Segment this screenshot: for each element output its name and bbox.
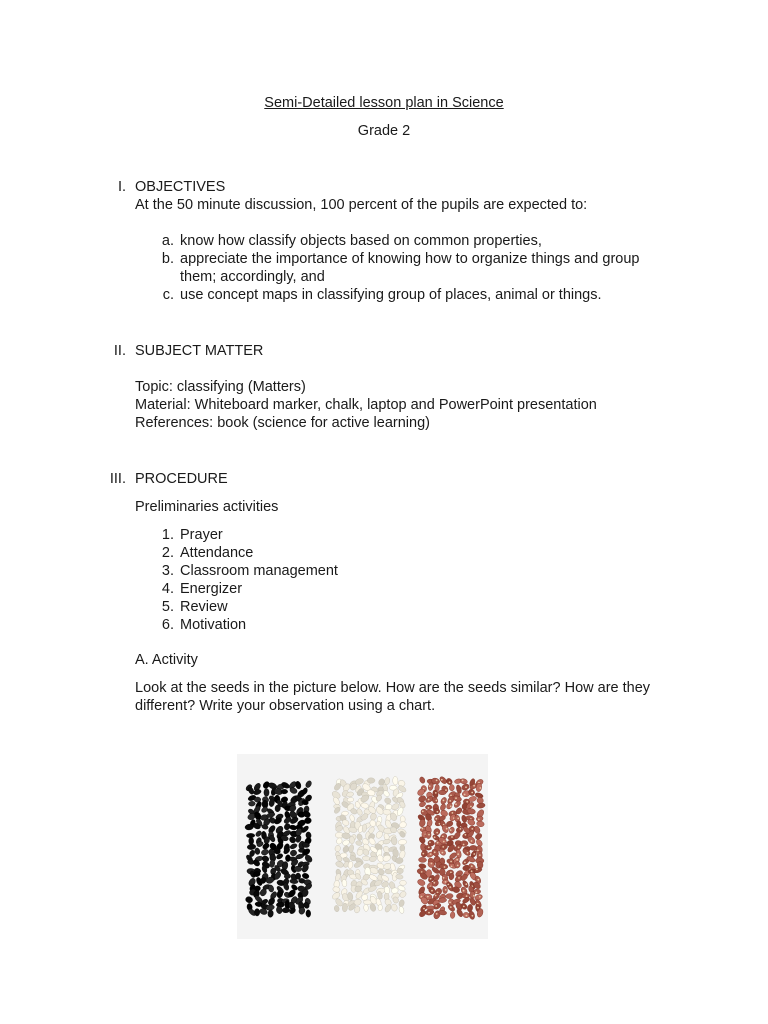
bean-speckle bbox=[437, 842, 439, 844]
bean-speckle bbox=[428, 834, 430, 836]
bean-speckle bbox=[450, 805, 452, 807]
black-beans-pile bbox=[245, 780, 314, 918]
step-marker: 5. bbox=[161, 599, 174, 615]
step-marker: 3. bbox=[161, 563, 174, 579]
grade-level: Grade 2 bbox=[357, 123, 411, 139]
bean-speckle bbox=[428, 912, 430, 914]
bean-speckle bbox=[467, 852, 469, 854]
bean-speckle bbox=[449, 781, 451, 783]
bean-speckle bbox=[431, 863, 433, 865]
bean-speckle bbox=[443, 800, 445, 802]
bean-speckle bbox=[449, 902, 451, 904]
bean bbox=[449, 784, 454, 791]
bean bbox=[393, 776, 398, 785]
step-item: Attendance bbox=[180, 545, 254, 561]
bean-speckle bbox=[478, 819, 480, 821]
bean-speckle bbox=[477, 850, 479, 852]
bean-speckle bbox=[441, 779, 443, 781]
bean-speckle bbox=[430, 878, 432, 880]
bean-speckle bbox=[423, 908, 425, 910]
bean-speckle bbox=[449, 800, 451, 802]
bean-speckle bbox=[471, 828, 473, 830]
bean-speckle bbox=[422, 853, 424, 855]
bean-speckle bbox=[470, 806, 472, 808]
bean-speckle bbox=[450, 829, 452, 831]
bean-speckle bbox=[428, 799, 430, 801]
bean bbox=[362, 856, 370, 861]
bean-speckle bbox=[463, 844, 465, 846]
bean bbox=[254, 909, 259, 916]
bean-speckle bbox=[422, 811, 424, 813]
bean-speckle bbox=[450, 861, 452, 863]
step-item: Motivation bbox=[180, 617, 247, 633]
bean-speckle bbox=[434, 836, 436, 838]
bean-speckle bbox=[442, 852, 444, 854]
objective-marker: a. bbox=[161, 233, 174, 249]
bean-speckle bbox=[462, 780, 464, 782]
objectives-heading: OBJECTIVES bbox=[135, 179, 226, 195]
seeds-photo bbox=[237, 754, 488, 939]
bean-speckle bbox=[466, 895, 468, 897]
bean-speckle bbox=[442, 846, 444, 848]
bean bbox=[306, 910, 311, 917]
bean-speckle bbox=[435, 818, 437, 820]
bean-speckle bbox=[436, 780, 438, 782]
bean bbox=[397, 868, 404, 874]
bean-speckle bbox=[451, 836, 453, 838]
bean-speckle bbox=[445, 881, 447, 883]
bean bbox=[450, 912, 455, 919]
topic-line: Topic: classifying (Matters) bbox=[135, 379, 306, 395]
bean-speckle bbox=[473, 895, 475, 897]
step-marker: 1. bbox=[161, 527, 174, 543]
bean bbox=[439, 864, 448, 870]
bean-speckle bbox=[449, 886, 451, 888]
bean-speckle bbox=[430, 853, 432, 855]
objective-item: use concept maps in classifying group of places, animal or things. bbox=[180, 287, 602, 303]
bean-speckle bbox=[457, 853, 459, 855]
step-marker: 2. bbox=[161, 545, 174, 561]
bean-speckle bbox=[465, 834, 467, 836]
bean-speckle bbox=[444, 866, 446, 868]
bean-speckle bbox=[443, 841, 445, 843]
bean-speckle bbox=[466, 915, 468, 917]
bean-speckle bbox=[451, 866, 453, 868]
bean bbox=[400, 880, 407, 885]
bean-speckle bbox=[428, 807, 430, 809]
activity-instructions-continuation: different? Write your observation using a chart. bbox=[135, 698, 436, 714]
bean-speckle bbox=[457, 818, 459, 820]
objective-item-continuation: them; accordingly, and bbox=[180, 269, 325, 285]
bean-speckle bbox=[476, 892, 478, 894]
bean-speckle bbox=[458, 847, 460, 849]
bean-speckle bbox=[473, 853, 475, 855]
references-line: References: book (science for active learning) bbox=[135, 415, 430, 431]
bean-speckle bbox=[452, 812, 454, 814]
bean bbox=[347, 797, 354, 802]
bean bbox=[248, 801, 255, 806]
bean-speckle bbox=[463, 906, 465, 908]
bean bbox=[253, 871, 260, 877]
bean-speckle bbox=[457, 865, 459, 867]
bean-speckle bbox=[429, 842, 431, 844]
activity-heading: A. Activity bbox=[135, 652, 198, 668]
seeds-illustration bbox=[237, 754, 488, 939]
bean-speckle bbox=[465, 786, 467, 788]
bean-speckle bbox=[437, 811, 439, 813]
step-item: Classroom management bbox=[180, 563, 338, 579]
bean-speckle bbox=[434, 851, 436, 853]
bean bbox=[363, 904, 368, 912]
bean-speckle bbox=[442, 836, 444, 838]
bean bbox=[438, 790, 446, 795]
subject-matter-numeral: II. bbox=[113, 343, 126, 359]
bean bbox=[418, 857, 426, 863]
bean-speckle bbox=[427, 896, 429, 898]
bean-speckle bbox=[471, 840, 473, 842]
bean-speckle bbox=[456, 859, 458, 861]
activity-instructions: Look at the seeds in the picture below. How are the seeds similar? How are they bbox=[135, 680, 651, 696]
bean-speckle bbox=[477, 879, 479, 881]
bean-speckle bbox=[472, 915, 474, 917]
bean-speckle bbox=[436, 832, 438, 834]
bean-speckle bbox=[455, 803, 457, 805]
bean-speckle bbox=[431, 890, 433, 892]
bean-speckle bbox=[436, 800, 438, 802]
bean bbox=[264, 789, 269, 797]
bean-speckle bbox=[445, 789, 447, 791]
bean-speckle bbox=[460, 828, 462, 830]
material-line: Material: Whiteboard marker, chalk, laptop and PowerPoint presentation bbox=[135, 397, 597, 413]
bean-speckle bbox=[479, 787, 481, 789]
bean-speckle bbox=[450, 872, 452, 874]
bean-speckle bbox=[465, 883, 467, 885]
step-marker: 4. bbox=[161, 581, 174, 597]
bean-speckle bbox=[479, 854, 481, 856]
objective-marker: c. bbox=[162, 287, 174, 303]
procedure-numeral: III. bbox=[109, 471, 126, 487]
bean-speckle bbox=[476, 869, 478, 871]
subject-matter-heading: SUBJECT MATTER bbox=[135, 343, 264, 359]
bean-speckle bbox=[458, 877, 460, 879]
bean-speckle bbox=[436, 913, 438, 915]
objective-item: know how classify objects based on common properties, bbox=[180, 233, 542, 249]
bean-speckle bbox=[471, 792, 473, 794]
bean bbox=[378, 904, 383, 911]
step-marker: 6. bbox=[161, 617, 174, 633]
bean-speckle bbox=[443, 877, 445, 879]
bean-speckle bbox=[473, 785, 475, 787]
step-item: Review bbox=[180, 599, 228, 615]
bean-speckle bbox=[421, 828, 423, 830]
bean-speckle bbox=[464, 794, 466, 796]
objective-marker: b. bbox=[161, 251, 174, 267]
bean-speckle bbox=[433, 882, 435, 884]
document-title: Semi-Detailed lesson plan in Science bbox=[264, 95, 504, 111]
step-item: Energizer bbox=[180, 581, 243, 597]
step-item: Prayer bbox=[180, 527, 223, 543]
bean bbox=[395, 857, 403, 864]
objectives-numeral: I. bbox=[117, 179, 126, 195]
bean bbox=[456, 821, 461, 828]
bean-speckle bbox=[479, 896, 481, 898]
bean-speckle bbox=[435, 905, 437, 907]
procedure-heading: PROCEDURE bbox=[135, 471, 228, 487]
bean-speckle bbox=[466, 801, 468, 803]
bean-speckle bbox=[446, 828, 448, 830]
objective-item: appreciate the importance of knowing how to organize things and group bbox=[180, 251, 640, 267]
bean-speckle bbox=[428, 847, 430, 849]
bean-speckle bbox=[477, 907, 479, 909]
bean-speckle bbox=[450, 906, 452, 908]
bean-speckle bbox=[435, 895, 437, 897]
bean-speckle bbox=[445, 889, 447, 891]
bean bbox=[367, 778, 375, 784]
bean-speckle bbox=[464, 862, 466, 864]
bean bbox=[249, 837, 254, 845]
bean-speckle bbox=[463, 890, 465, 892]
bean-speckle bbox=[435, 792, 437, 794]
preliminaries-label: Preliminaries activities bbox=[135, 499, 279, 515]
bean bbox=[349, 836, 354, 844]
bean bbox=[281, 789, 288, 794]
bean-speckle bbox=[455, 797, 457, 799]
objectives-intro: At the 50 minute discussion, 100 percent of the pupils are expected to: bbox=[135, 197, 588, 213]
bean bbox=[294, 866, 302, 872]
bean-speckle bbox=[429, 785, 431, 787]
bean-speckle bbox=[471, 865, 473, 867]
